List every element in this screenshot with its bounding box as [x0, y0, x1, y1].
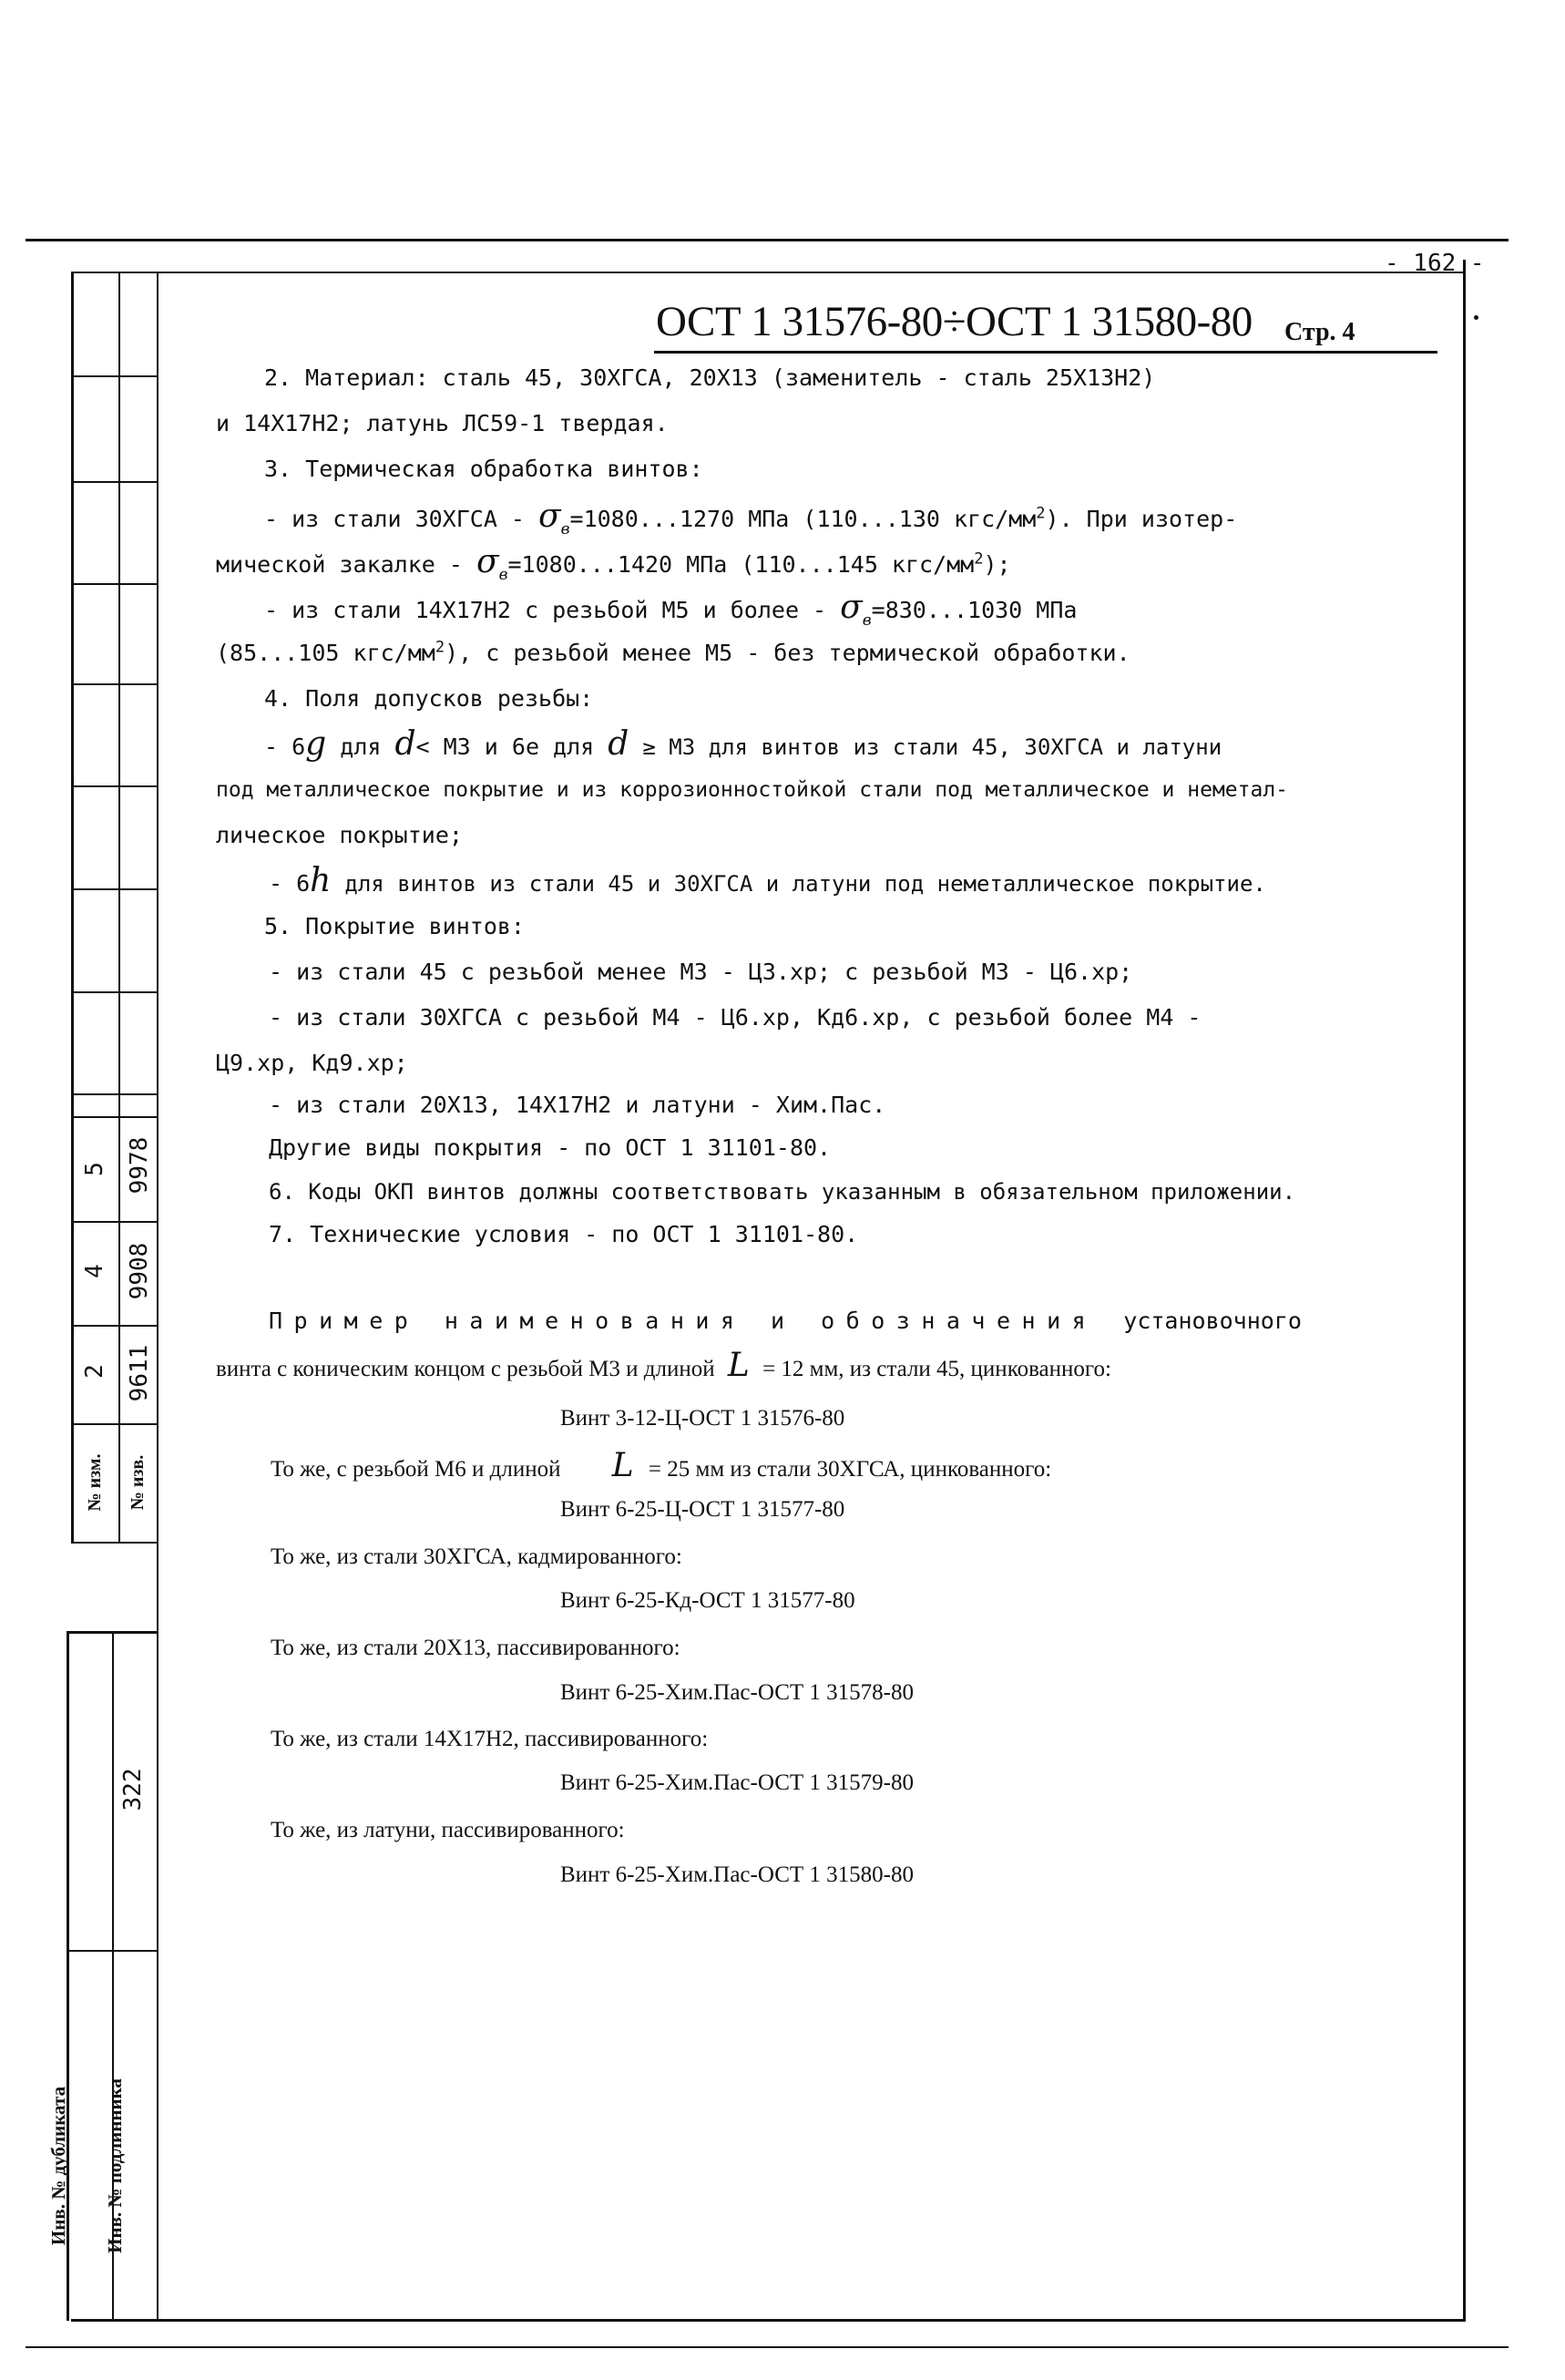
- designation-3: Винт 6-25-Кд-ОСТ 1 31577-80: [560, 1588, 855, 1613]
- text-span: =830...1030 МПа: [871, 597, 1078, 623]
- side-table-outer-left: [71, 272, 74, 1543]
- side-table-hline: [71, 583, 157, 585]
- side-inv-value: 322: [119, 1768, 147, 1811]
- page-frame-top: [71, 272, 1465, 273]
- text-span: установочного: [1123, 1308, 1302, 1334]
- designation-1: Винт 3-12-Ц-ОСТ 1 31576-80: [560, 1406, 845, 1431]
- superscript: 2: [435, 638, 445, 657]
- tolerance-line-2: под металлическое покрытие и из коррозионностойкой стали под металлическое и неметал-: [216, 778, 1289, 802]
- side-change-2: 4: [81, 1264, 108, 1278]
- text-span: - из стали 30ХГСА -: [264, 506, 525, 532]
- side-table-mid: [118, 272, 120, 1543]
- coating-line-2: - из стали 30ХГСА с резьбой М4 - Ц6.хр, Кд6.хр, с резьбой более М4 -: [269, 1004, 1202, 1031]
- sigma-char: σ: [476, 543, 499, 580]
- side-orig-label: Инв. № подлинника: [104, 2078, 126, 2253]
- page-label: Стр. 4: [1284, 318, 1355, 346]
- example-line-5: То же, из стали 20Х13, пассивированного:: [271, 1636, 680, 1660]
- text-span: То же, с резьбой М6 и длиной: [271, 1457, 561, 1482]
- example-line-2: [216, 1347, 1111, 1384]
- text-span: мической закалке -: [216, 551, 463, 578]
- side-table-hline: [71, 991, 157, 993]
- side-notice-2: 9908: [126, 1242, 153, 1300]
- side-dup-label: Инв. № дубликата: [47, 2086, 69, 2246]
- text-span: - 6: [264, 733, 306, 760]
- designation-5: Винт 6-25-Хим.Пас-ОСТ 1 31579-80: [560, 1770, 914, 1795]
- tolerance-line-4: [269, 862, 1266, 899]
- sigma-symbol: [476, 543, 508, 585]
- example-line-3: [271, 1447, 1052, 1484]
- sigma-char: σ: [538, 498, 561, 535]
- coating-line-3: Ц9.хр, Кд9.хр;: [216, 1050, 408, 1076]
- side-change-1: 5: [81, 1162, 108, 1176]
- sigma-subscript: в: [498, 566, 508, 585]
- side-table-hline: [71, 375, 157, 377]
- text-span: ≥ М3 для винтов из стали 45, 30ХГСА и латуни: [642, 734, 1222, 760]
- example-heading: [269, 1308, 1302, 1335]
- side-header-notice: № изв.: [128, 1454, 148, 1511]
- side-header-change: № изм.: [85, 1453, 105, 1512]
- margin-mark: [1474, 315, 1478, 320]
- tech-conditions-line: 7. Технические условия - по ОСТ 1 31101-80.: [269, 1221, 859, 1247]
- tolerance-line-1: [264, 725, 1222, 763]
- superscript: 2: [974, 549, 984, 569]
- material-line-1: 2. Материал: сталь 45, 30ХГСА, 20Х13 (заменитель - сталь 25Х13Н2): [264, 364, 1156, 391]
- text-span: < М3 и 6е для: [415, 733, 595, 760]
- side-table-hline: [66, 1631, 157, 1634]
- side-table-hline: [71, 481, 157, 483]
- l-symbol: L: [727, 1347, 750, 1384]
- text-span: =1080...1270 МПа (110...130 кгс/мм: [569, 506, 1037, 532]
- ost-title: ОСТ 1 31576-80÷ОСТ 1 31580-80: [656, 298, 1253, 345]
- text-span: - из стали 14Х17Н2 с резьбой М5 и более -: [264, 597, 827, 623]
- g-symbol: g: [305, 725, 327, 763]
- okp-codes-line: 6. Коды ОКП винтов должны соответствовать указанным в обязательном приложении.: [269, 1179, 1296, 1205]
- example-line-7: То же, из латуни, пассивированного:: [271, 1818, 625, 1842]
- text-span: винта с коническим концом с резьбой М3 и длиной: [216, 1357, 715, 1381]
- page-frame-left: [157, 272, 159, 2322]
- text-span: = 25 мм из стали 30ХГСА, цинкованного:: [648, 1457, 1052, 1482]
- text-span: для: [340, 733, 382, 760]
- page-frame-bottom: [71, 2319, 1466, 2322]
- heat-treatment-line-4: [216, 640, 1130, 667]
- coating-line-1: - из стали 45 с резьбой менее М3 - Ц3.хр; с резьбой М3 - Ц6.хр;: [269, 959, 1133, 985]
- l-symbol: L: [611, 1447, 634, 1484]
- side-notice-3: 9611: [126, 1344, 153, 1402]
- side-table-hline: [71, 1093, 157, 1095]
- sigma-char: σ: [840, 589, 863, 626]
- text-span: );: [983, 551, 1011, 578]
- superscript: 2: [1036, 504, 1046, 523]
- heat-treatment-line-3: [264, 589, 1078, 631]
- tolerance-heading: 4. Поля допусков резьбы:: [264, 685, 594, 712]
- example-line-6: То же, из стали 14Х17Н2, пассивированного:: [271, 1727, 709, 1751]
- d-symbol: d: [608, 725, 629, 763]
- side-table-hline: [71, 1423, 157, 1425]
- h-symbol: h: [310, 862, 332, 899]
- sigma-subscript: в: [560, 520, 570, 539]
- tolerance-line-3: лическое покрытие;: [216, 822, 463, 848]
- sigma-symbol: [538, 498, 570, 539]
- coating-line-5: Другие виды покрытия - по ОСТ 1 31101-80.: [269, 1134, 832, 1161]
- designation-6: Винт 6-25-Хим.Пас-ОСТ 1 31580-80: [560, 1862, 914, 1887]
- text-span: ). При изотер-: [1045, 506, 1238, 532]
- side-table-hline: [71, 1542, 157, 1544]
- side-notice-1: 9978: [126, 1136, 153, 1195]
- page-frame-right: [1463, 260, 1466, 2321]
- d-symbol: d: [394, 725, 416, 763]
- sigma-symbol: [840, 589, 872, 631]
- side-change-3: 2: [81, 1364, 108, 1379]
- text-span: =1080...1420 МПа (110...145 кгс/мм: [507, 551, 975, 578]
- text-span: для винтов из стали 45 и 30ХГСА и латуни под неметаллическое покрытие.: [344, 871, 1266, 897]
- top-rule: [26, 239, 1509, 241]
- text-span: ), с резьбой менее М5 - без термической обработки.: [445, 640, 1130, 666]
- side-table-hline: [71, 683, 157, 685]
- title-underline: [654, 351, 1437, 354]
- side-table-hline: [71, 785, 157, 787]
- side-table-hline: [71, 888, 157, 890]
- bottom-rule: [26, 2346, 1509, 2348]
- designation-2: Винт 6-25-Ц-ОСТ 1 31577-80: [560, 1497, 845, 1522]
- coating-line-4: - из стали 20Х13, 14Х17Н2 и латуни - Хим.Пас.: [269, 1092, 886, 1118]
- text-span: = 12 мм, из стали 45, цинкованного:: [762, 1357, 1111, 1381]
- heat-treatment-heading: 3. Термическая обработка винтов:: [264, 456, 703, 482]
- material-line-2: и 14Х17Н2; латунь ЛС59-1 твердая.: [216, 410, 669, 436]
- text-span: (85...105 кгс/мм: [216, 640, 435, 666]
- page-number: - 162 -: [1385, 250, 1485, 277]
- example-line-4: То же, из стали 30ХГСА, кадмированного:: [271, 1544, 682, 1569]
- coating-heading: 5. Покрытие винтов:: [264, 913, 525, 939]
- heat-treatment-line-2: [216, 543, 1011, 585]
- designation-4: Винт 6-25-Хим.Пас-ОСТ 1 31578-80: [560, 1680, 914, 1705]
- side-table-hline: [66, 1950, 157, 1952]
- sigma-subscript: в: [862, 611, 872, 631]
- text-span: Пример наименования и обозначения: [269, 1308, 1098, 1334]
- heat-treatment-line-1: [264, 498, 1238, 539]
- text-span: - 6: [269, 870, 311, 897]
